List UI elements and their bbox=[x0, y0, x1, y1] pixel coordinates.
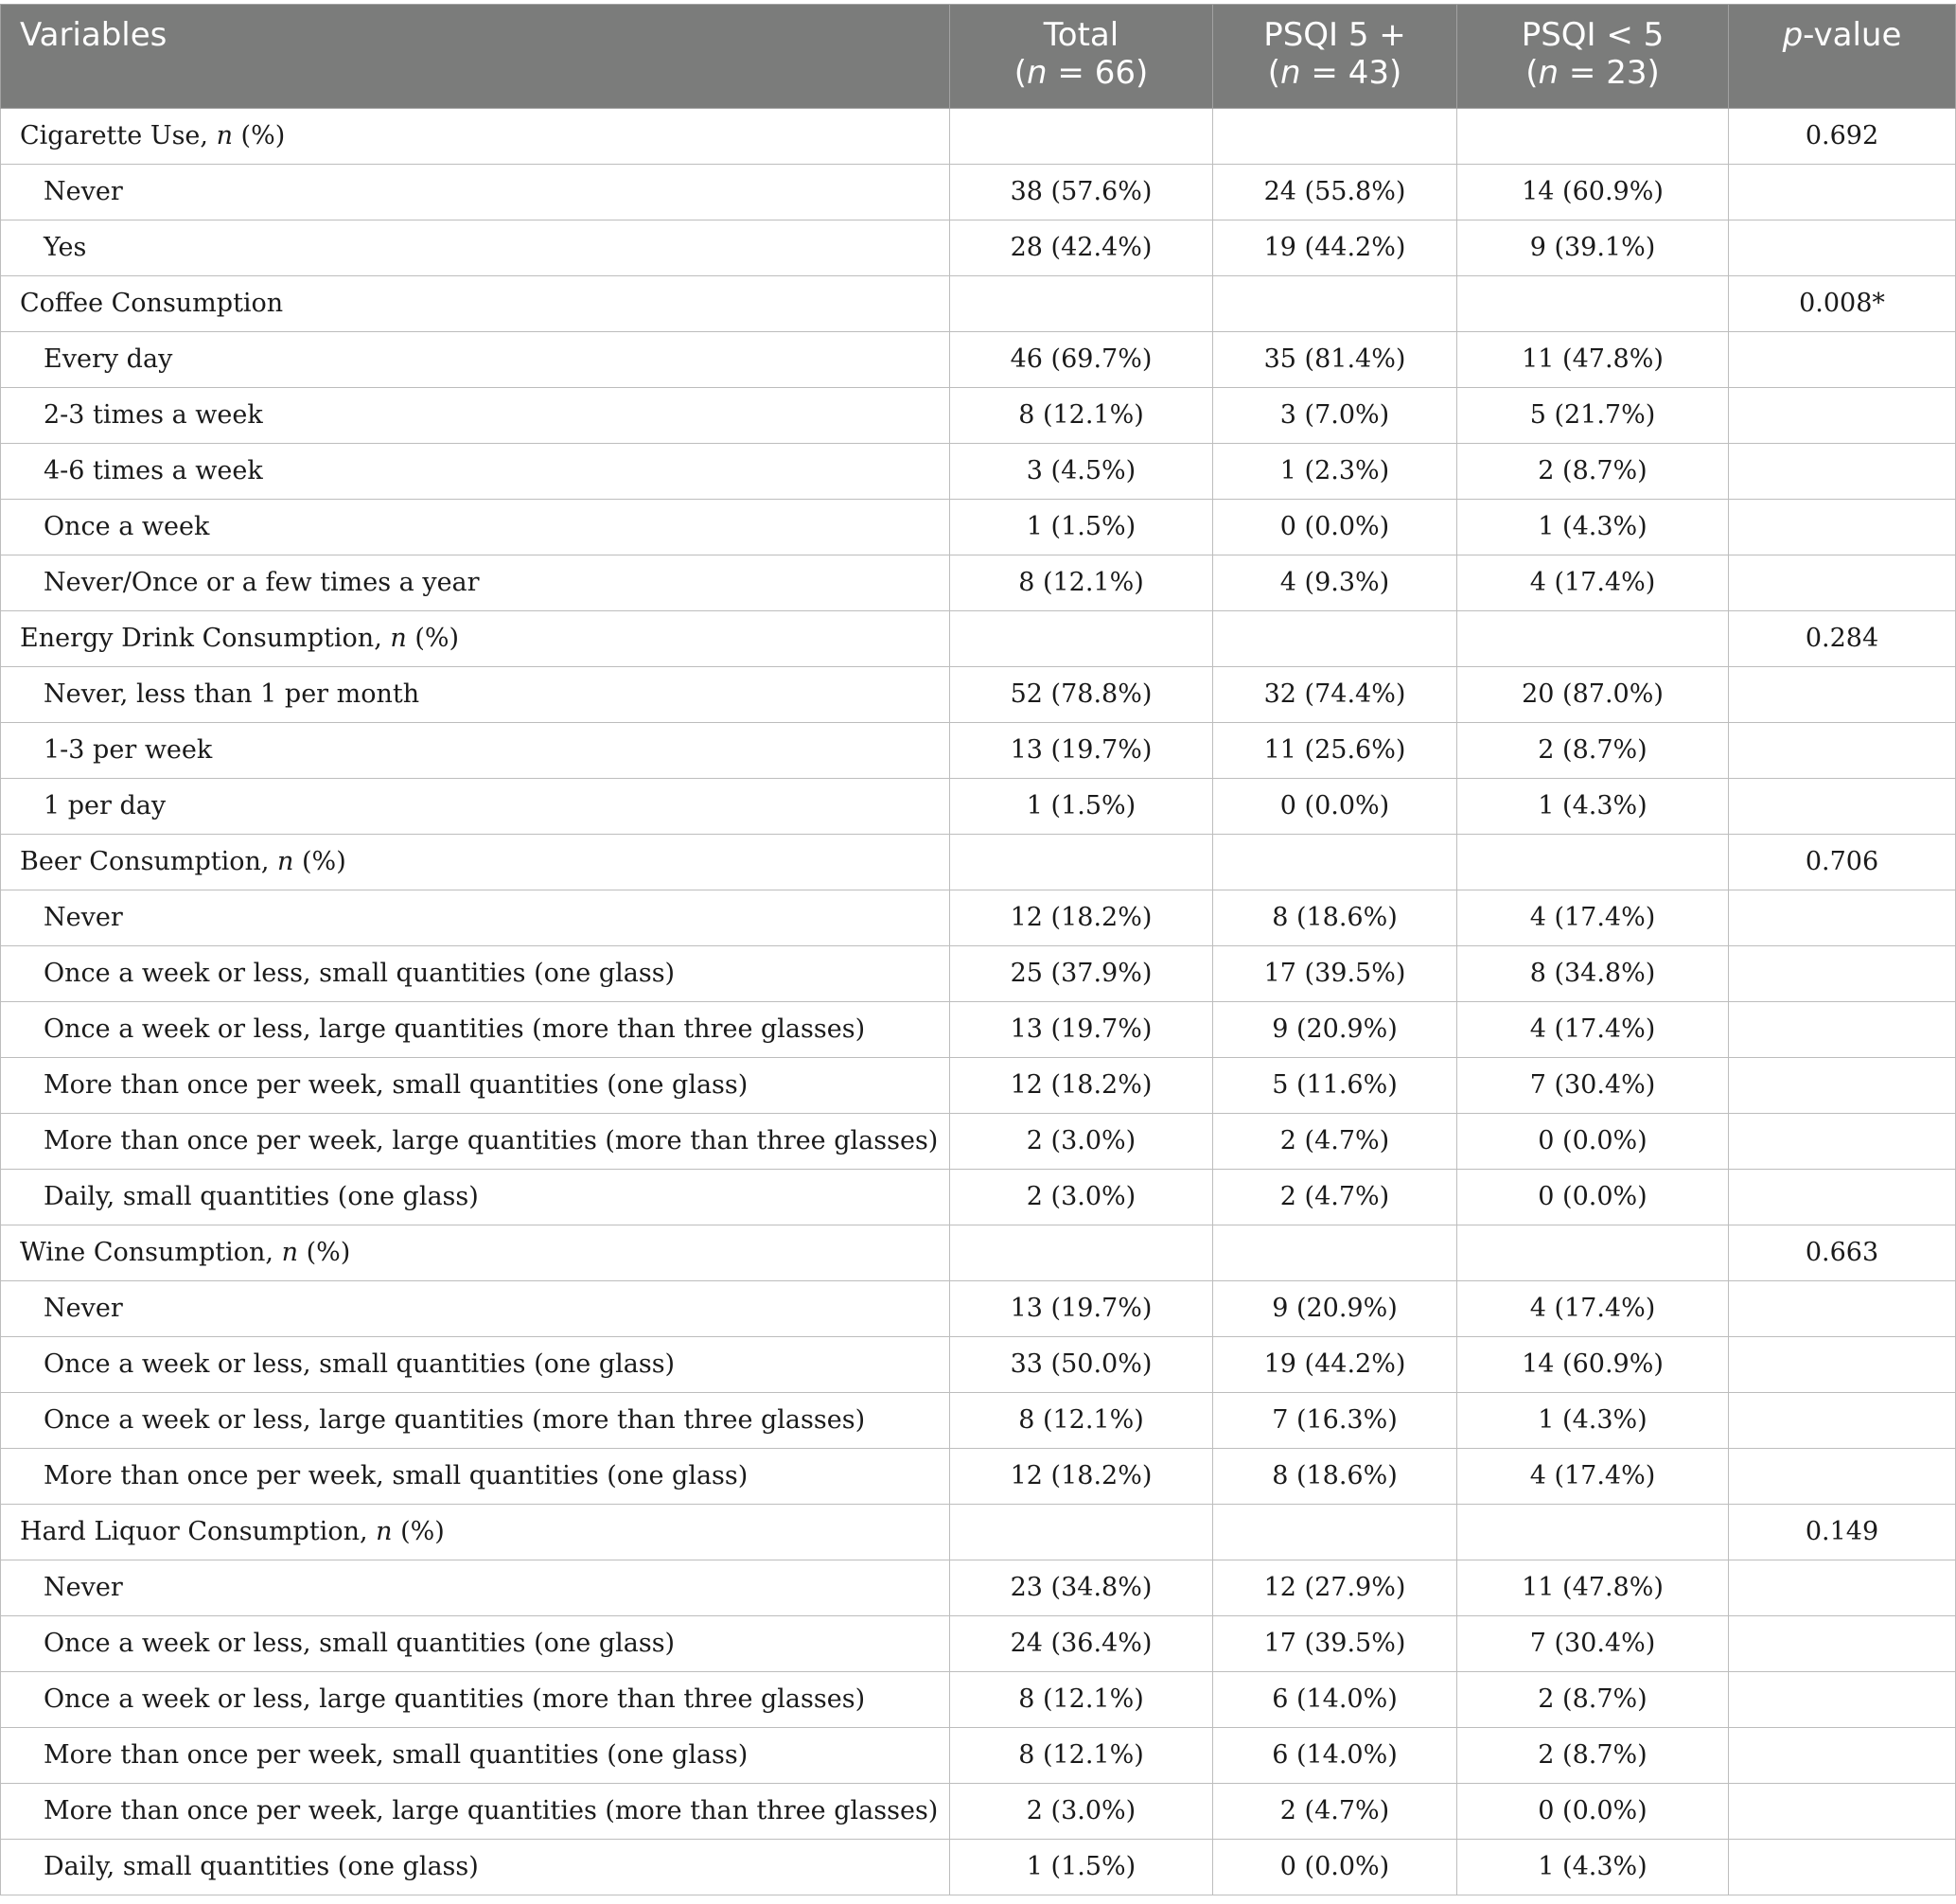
table-row bbox=[1, 1672, 1956, 1728]
psqi-5-plus-cell: 3 (7.0%) bbox=[1213, 388, 1457, 444]
total-cell: 12 (18.2%) bbox=[950, 890, 1213, 946]
variable-cell: 1 per day bbox=[1, 779, 950, 835]
p-value-cell bbox=[1729, 1616, 1956, 1672]
psqi-5-plus-cell: 9 (20.9%) bbox=[1213, 1281, 1457, 1337]
p-value-cell bbox=[1729, 1002, 1956, 1058]
psqi-less-5-cell: 8 (34.8%) bbox=[1457, 946, 1729, 1002]
table-row bbox=[1, 1784, 1956, 1840]
p-value-cell bbox=[1729, 1672, 1956, 1728]
header-label: Variables bbox=[20, 16, 167, 54]
table-row bbox=[1, 1449, 1956, 1505]
total-cell: 8 (12.1%) bbox=[950, 1728, 1213, 1784]
psqi-5-plus-cell: 8 (18.6%) bbox=[1213, 890, 1457, 946]
total-cell bbox=[950, 109, 1213, 165]
total-cell: 8 (12.1%) bbox=[950, 555, 1213, 611]
table-row bbox=[1, 723, 1956, 779]
variable-cell: Daily, small quantities (one glass) bbox=[1, 1170, 950, 1225]
table-row bbox=[1, 1560, 1956, 1616]
total-cell: 1 (1.5%) bbox=[950, 779, 1213, 835]
psqi-5-plus-cell: 11 (25.6%) bbox=[1213, 723, 1457, 779]
variable-cell: Hard Liquor Consumption, n (%) bbox=[1, 1505, 950, 1560]
p-value-cell: 0.706 bbox=[1729, 835, 1956, 890]
psqi-5-plus-cell: 32 (74.4%) bbox=[1213, 667, 1457, 723]
p-value-cell: 0.692 bbox=[1729, 109, 1956, 165]
psqi-less-5-cell: 1 (4.3%) bbox=[1457, 1393, 1729, 1449]
p-value-cell bbox=[1729, 1784, 1956, 1840]
total-cell bbox=[950, 276, 1213, 332]
variable-cell: Never bbox=[1, 1560, 950, 1616]
variable-cell: Wine Consumption, n (%) bbox=[1, 1225, 950, 1281]
total-cell bbox=[950, 835, 1213, 890]
total-cell: 1 (1.5%) bbox=[950, 500, 1213, 555]
header-label: p-value bbox=[1782, 16, 1902, 54]
variable-cell: More than once per week, large quantities (more than three glasses) bbox=[1, 1784, 950, 1840]
data-table bbox=[0, 4, 1956, 1895]
table-row bbox=[1, 667, 1956, 723]
variable-cell: Yes bbox=[1, 220, 950, 276]
variable-cell: Never bbox=[1, 1281, 950, 1337]
psqi-5-plus-cell: 35 (81.4%) bbox=[1213, 332, 1457, 388]
p-value-cell bbox=[1729, 165, 1956, 220]
table-row bbox=[1, 220, 1956, 276]
psqi-less-5-cell: 0 (0.0%) bbox=[1457, 1114, 1729, 1170]
table-body bbox=[1, 109, 1956, 1895]
p-value-cell bbox=[1729, 332, 1956, 388]
variable-cell: Never, less than 1 per month bbox=[1, 667, 950, 723]
p-value-cell bbox=[1729, 220, 1956, 276]
table-row bbox=[1, 1337, 1956, 1393]
table-row bbox=[1, 1281, 1956, 1337]
variable-cell: Once a week or less, large quantities (more than three glasses) bbox=[1, 1393, 950, 1449]
psqi-less-5-cell bbox=[1457, 276, 1729, 332]
psqi-5-plus-cell: 7 (16.3%) bbox=[1213, 1393, 1457, 1449]
psqi-5-plus-cell: 0 (0.0%) bbox=[1213, 1840, 1457, 1895]
psqi-5-plus-cell: 1 (2.3%) bbox=[1213, 444, 1457, 500]
total-cell: 8 (12.1%) bbox=[950, 1393, 1213, 1449]
p-value-cell: 0.008* bbox=[1729, 276, 1956, 332]
p-value-cell bbox=[1729, 1058, 1956, 1114]
variable-cell: More than once per week, small quantities (one glass) bbox=[1, 1058, 950, 1114]
psqi-5-plus-cell: 5 (11.6%) bbox=[1213, 1058, 1457, 1114]
total-cell: 46 (69.7%) bbox=[950, 332, 1213, 388]
table-row bbox=[1, 1393, 1956, 1449]
table-row bbox=[1, 332, 1956, 388]
p-value-cell bbox=[1729, 890, 1956, 946]
table-row-group bbox=[1, 611, 1956, 667]
psqi-less-5-cell: 1 (4.3%) bbox=[1457, 779, 1729, 835]
table-row-group bbox=[1, 1505, 1956, 1560]
p-value-cell bbox=[1729, 444, 1956, 500]
total-cell: 12 (18.2%) bbox=[950, 1449, 1213, 1505]
psqi-less-5-cell bbox=[1457, 835, 1729, 890]
psqi-less-5-cell: 4 (17.4%) bbox=[1457, 1449, 1729, 1505]
table-row bbox=[1, 1728, 1956, 1784]
psqi-5-plus-cell bbox=[1213, 1505, 1457, 1560]
psqi-less-5-cell: 5 (21.7%) bbox=[1457, 388, 1729, 444]
total-cell: 24 (36.4%) bbox=[950, 1616, 1213, 1672]
total-cell: 25 (37.9%) bbox=[950, 946, 1213, 1002]
total-cell: 52 (78.8%) bbox=[950, 667, 1213, 723]
header-label: PSQI 5 + bbox=[1263, 16, 1406, 54]
variable-cell: 1-3 per week bbox=[1, 723, 950, 779]
total-cell bbox=[950, 611, 1213, 667]
psqi-5-plus-cell: 19 (44.2%) bbox=[1213, 1337, 1457, 1393]
psqi-5-plus-cell: 2 (4.7%) bbox=[1213, 1784, 1457, 1840]
total-cell: 28 (42.4%) bbox=[950, 220, 1213, 276]
psqi-less-5-cell: 2 (8.7%) bbox=[1457, 1672, 1729, 1728]
psqi-5-plus-cell: 6 (14.0%) bbox=[1213, 1728, 1457, 1784]
psqi-5-plus-cell bbox=[1213, 835, 1457, 890]
variable-cell: Coffee Consumption bbox=[1, 276, 950, 332]
psqi-less-5-cell: 1 (4.3%) bbox=[1457, 1840, 1729, 1895]
table-row bbox=[1, 1002, 1956, 1058]
table-row bbox=[1, 444, 1956, 500]
total-cell: 38 (57.6%) bbox=[950, 165, 1213, 220]
total-cell: 23 (34.8%) bbox=[950, 1560, 1213, 1616]
header-row bbox=[1, 5, 1956, 109]
total-cell: 13 (19.7%) bbox=[950, 1002, 1213, 1058]
psqi-5-plus-cell bbox=[1213, 1225, 1457, 1281]
header-p-value bbox=[1729, 5, 1956, 109]
p-value-cell bbox=[1729, 667, 1956, 723]
variable-cell: Energy Drink Consumption, n (%) bbox=[1, 611, 950, 667]
variable-cell: Never bbox=[1, 890, 950, 946]
variable-cell: Once a week or less, small quantities (one glass) bbox=[1, 1616, 950, 1672]
variable-cell: Once a week or less, large quantities (more than three glasses) bbox=[1, 1672, 950, 1728]
psqi-less-5-cell: 4 (17.4%) bbox=[1457, 1002, 1729, 1058]
table-row bbox=[1, 1616, 1956, 1672]
header-label: PSQI < 5 bbox=[1521, 16, 1665, 54]
psqi-less-5-cell: 7 (30.4%) bbox=[1457, 1616, 1729, 1672]
header-psqi-less-5 bbox=[1457, 5, 1729, 109]
psqi-less-5-cell bbox=[1457, 109, 1729, 165]
p-value-cell bbox=[1729, 1560, 1956, 1616]
table-row-group bbox=[1, 109, 1956, 165]
p-value-cell bbox=[1729, 1281, 1956, 1337]
psqi-5-plus-cell: 2 (4.7%) bbox=[1213, 1170, 1457, 1225]
table-row-group bbox=[1, 1225, 1956, 1281]
total-cell: 2 (3.0%) bbox=[950, 1114, 1213, 1170]
header-count: (n = 66) bbox=[1013, 54, 1149, 92]
psqi-less-5-cell: 4 (17.4%) bbox=[1457, 890, 1729, 946]
psqi-5-plus-cell: 0 (0.0%) bbox=[1213, 779, 1457, 835]
header-psqi-5-plus bbox=[1213, 5, 1457, 109]
psqi-5-plus-cell bbox=[1213, 611, 1457, 667]
variable-cell: 2-3 times a week bbox=[1, 388, 950, 444]
p-value-cell bbox=[1729, 500, 1956, 555]
total-cell bbox=[950, 1225, 1213, 1281]
table-row bbox=[1, 1170, 1956, 1225]
psqi-5-plus-cell: 17 (39.5%) bbox=[1213, 946, 1457, 1002]
table-row-group bbox=[1, 276, 1956, 332]
psqi-less-5-cell: 11 (47.8%) bbox=[1457, 1560, 1729, 1616]
psqi-5-plus-cell: 8 (18.6%) bbox=[1213, 1449, 1457, 1505]
total-cell: 13 (19.7%) bbox=[950, 723, 1213, 779]
psqi-5-plus-cell: 9 (20.9%) bbox=[1213, 1002, 1457, 1058]
psqi-5-plus-cell: 12 (27.9%) bbox=[1213, 1560, 1457, 1616]
p-value-cell bbox=[1729, 779, 1956, 835]
table-row bbox=[1, 946, 1956, 1002]
table-row-group bbox=[1, 835, 1956, 890]
variable-cell: Beer Consumption, n (%) bbox=[1, 835, 950, 890]
header-variables bbox=[1, 5, 950, 109]
variable-cell: Daily, small quantities (one glass) bbox=[1, 1840, 950, 1895]
psqi-less-5-cell: 4 (17.4%) bbox=[1457, 1281, 1729, 1337]
psqi-less-5-cell bbox=[1457, 1225, 1729, 1281]
variable-cell: Once a week bbox=[1, 500, 950, 555]
p-value-cell bbox=[1729, 1449, 1956, 1505]
psqi-less-5-cell: 0 (0.0%) bbox=[1457, 1784, 1729, 1840]
total-cell: 2 (3.0%) bbox=[950, 1784, 1213, 1840]
psqi-less-5-cell: 0 (0.0%) bbox=[1457, 1170, 1729, 1225]
total-cell bbox=[950, 1505, 1213, 1560]
total-cell: 1 (1.5%) bbox=[950, 1840, 1213, 1895]
total-cell: 13 (19.7%) bbox=[950, 1281, 1213, 1337]
variable-cell: More than once per week, large quantities (more than three glasses) bbox=[1, 1114, 950, 1170]
header-total bbox=[950, 5, 1213, 109]
total-cell: 8 (12.1%) bbox=[950, 1672, 1213, 1728]
psqi-5-plus-cell bbox=[1213, 109, 1457, 165]
p-value-cell bbox=[1729, 1840, 1956, 1895]
psqi-less-5-cell: 14 (60.9%) bbox=[1457, 165, 1729, 220]
table-row bbox=[1, 388, 1956, 444]
variable-cell: More than once per week, small quantities (one glass) bbox=[1, 1449, 950, 1505]
p-value-cell bbox=[1729, 555, 1956, 611]
p-value-cell: 0.149 bbox=[1729, 1505, 1956, 1560]
table-row bbox=[1, 890, 1956, 946]
total-cell: 12 (18.2%) bbox=[950, 1058, 1213, 1114]
psqi-less-5-cell: 1 (4.3%) bbox=[1457, 500, 1729, 555]
p-value-cell bbox=[1729, 1728, 1956, 1784]
variable-cell: Once a week or less, small quantities (one glass) bbox=[1, 946, 950, 1002]
variable-cell: Once a week or less, large quantities (more than three glasses) bbox=[1, 1002, 950, 1058]
p-value-cell bbox=[1729, 1393, 1956, 1449]
header-label: Total bbox=[1043, 16, 1119, 54]
p-value-cell bbox=[1729, 723, 1956, 779]
psqi-5-plus-cell: 4 (9.3%) bbox=[1213, 555, 1457, 611]
psqi-5-plus-cell: 19 (44.2%) bbox=[1213, 220, 1457, 276]
variable-cell: Once a week or less, small quantities (one glass) bbox=[1, 1337, 950, 1393]
p-value-cell bbox=[1729, 946, 1956, 1002]
variable-cell: Cigarette Use, n (%) bbox=[1, 109, 950, 165]
total-cell: 2 (3.0%) bbox=[950, 1170, 1213, 1225]
psqi-less-5-cell: 11 (47.8%) bbox=[1457, 332, 1729, 388]
table-row bbox=[1, 555, 1956, 611]
psqi-5-plus-cell bbox=[1213, 276, 1457, 332]
psqi-less-5-cell: 14 (60.9%) bbox=[1457, 1337, 1729, 1393]
table-row bbox=[1, 500, 1956, 555]
p-value-cell bbox=[1729, 1170, 1956, 1225]
psqi-less-5-cell: 9 (39.1%) bbox=[1457, 220, 1729, 276]
header-count: (n = 43) bbox=[1267, 54, 1402, 92]
table-header bbox=[1, 5, 1956, 109]
psqi-5-plus-cell: 2 (4.7%) bbox=[1213, 1114, 1457, 1170]
table-row bbox=[1, 1114, 1956, 1170]
total-cell: 3 (4.5%) bbox=[950, 444, 1213, 500]
p-value-cell bbox=[1729, 388, 1956, 444]
psqi-5-plus-cell: 0 (0.0%) bbox=[1213, 500, 1457, 555]
p-value-cell bbox=[1729, 1337, 1956, 1393]
total-cell: 33 (50.0%) bbox=[950, 1337, 1213, 1393]
psqi-less-5-cell: 2 (8.7%) bbox=[1457, 444, 1729, 500]
psqi-less-5-cell: 2 (8.7%) bbox=[1457, 723, 1729, 779]
p-value-cell bbox=[1729, 1114, 1956, 1170]
psqi-less-5-cell bbox=[1457, 1505, 1729, 1560]
variable-cell: 4-6 times a week bbox=[1, 444, 950, 500]
table-row bbox=[1, 165, 1956, 220]
table-row bbox=[1, 1840, 1956, 1895]
psqi-5-plus-cell: 24 (55.8%) bbox=[1213, 165, 1457, 220]
header-count: (n = 23) bbox=[1525, 54, 1660, 92]
psqi-less-5-cell: 4 (17.4%) bbox=[1457, 555, 1729, 611]
variable-cell: Every day bbox=[1, 332, 950, 388]
psqi-less-5-cell: 2 (8.7%) bbox=[1457, 1728, 1729, 1784]
psqi-5-plus-cell: 17 (39.5%) bbox=[1213, 1616, 1457, 1672]
psqi-less-5-cell bbox=[1457, 611, 1729, 667]
psqi-5-plus-cell: 6 (14.0%) bbox=[1213, 1672, 1457, 1728]
p-value-cell: 0.284 bbox=[1729, 611, 1956, 667]
psqi-less-5-cell: 20 (87.0%) bbox=[1457, 667, 1729, 723]
variable-cell: More than once per week, small quantities (one glass) bbox=[1, 1728, 950, 1784]
table-row bbox=[1, 779, 1956, 835]
variable-cell: Never/Once or a few times a year bbox=[1, 555, 950, 611]
p-value-cell: 0.663 bbox=[1729, 1225, 1956, 1281]
table-row bbox=[1, 1058, 1956, 1114]
variable-cell: Never bbox=[1, 165, 950, 220]
psqi-less-5-cell: 7 (30.4%) bbox=[1457, 1058, 1729, 1114]
total-cell: 8 (12.1%) bbox=[950, 388, 1213, 444]
